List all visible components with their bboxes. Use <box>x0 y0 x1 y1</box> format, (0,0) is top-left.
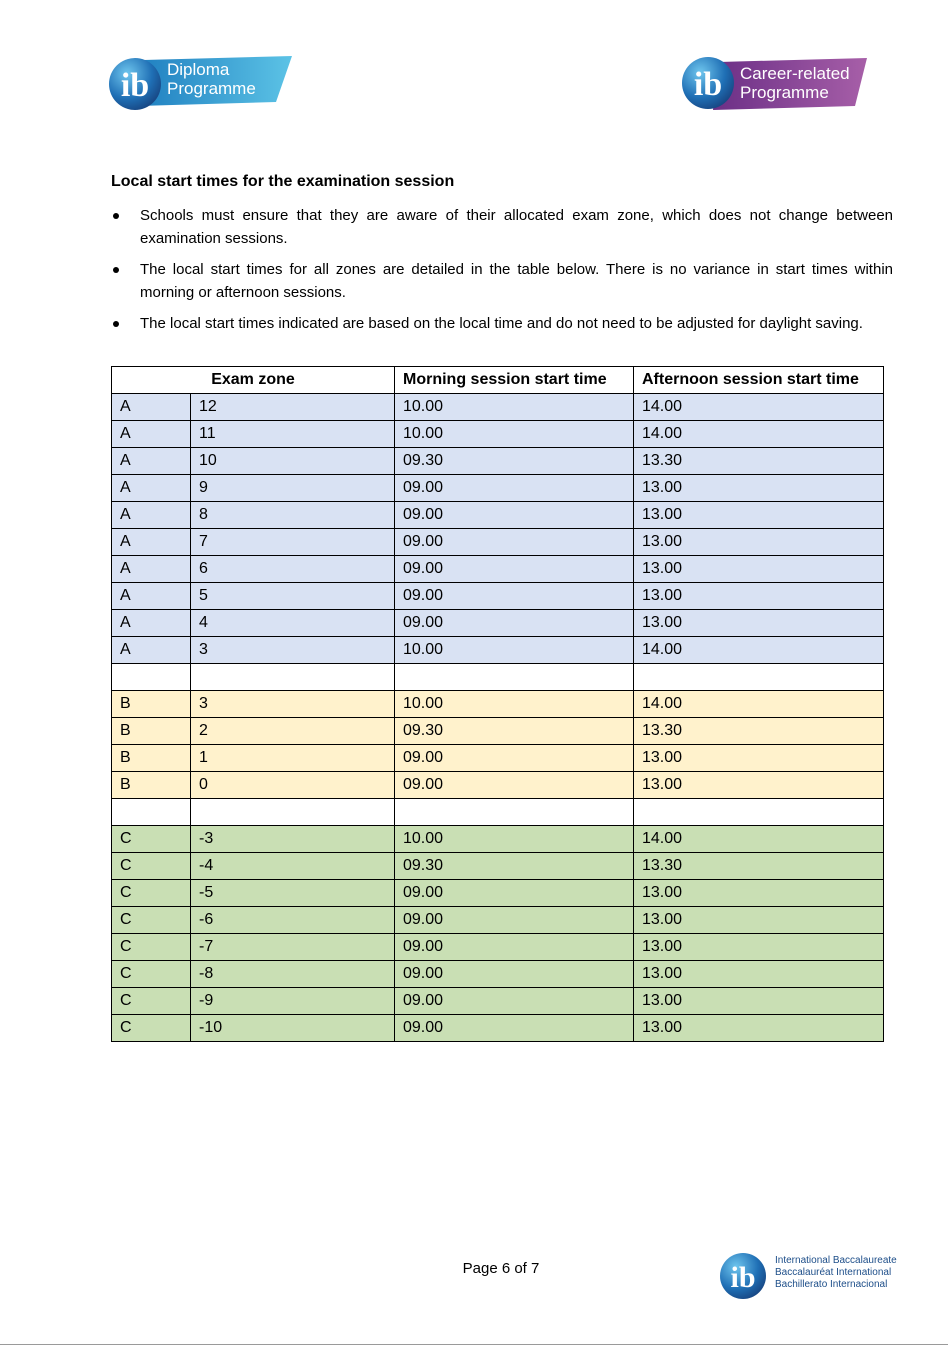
table-row <box>112 772 884 799</box>
afternoon-time-cell: 13.00 <box>634 502 884 529</box>
morning-time-cell: 10.00 <box>395 691 634 718</box>
header-morning: Morning session start time <box>395 367 634 394</box>
zone-number-cell: 12 <box>191 394 395 421</box>
dp-logo-line2: Programme <box>167 79 256 98</box>
morning-time-cell: 09.30 <box>395 448 634 475</box>
table-row <box>112 448 884 475</box>
career-related-programme-logo <box>679 54 869 112</box>
zone-number-cell <box>191 799 395 826</box>
zone-group-cell: C <box>112 1015 191 1042</box>
afternoon-time-cell: 13.00 <box>634 745 884 772</box>
cp-logo-line1: Career-related <box>740 64 850 83</box>
table-spacer-row <box>112 799 884 826</box>
afternoon-time-cell: 13.30 <box>634 853 884 880</box>
morning-time-cell: 09.00 <box>395 745 634 772</box>
zone-number-cell: 3 <box>191 637 395 664</box>
cp-logo-text <box>740 64 850 102</box>
bullet-dot-icon <box>113 267 119 273</box>
zone-group-cell: A <box>112 421 191 448</box>
morning-time-cell: 09.30 <box>395 718 634 745</box>
zone-number-cell: 1 <box>191 745 395 772</box>
morning-time-cell: 09.00 <box>395 934 634 961</box>
diploma-programme-logo <box>108 54 294 112</box>
table-row <box>112 556 884 583</box>
zone-number-cell: -3 <box>191 826 395 853</box>
zone-number-cell: 3 <box>191 691 395 718</box>
morning-time-cell: 09.00 <box>395 529 634 556</box>
morning-time-cell <box>395 799 634 826</box>
dp-logo-text <box>167 60 256 98</box>
bullet-dot-icon <box>113 213 119 219</box>
morning-time-cell: 09.00 <box>395 502 634 529</box>
zone-number-cell: 8 <box>191 502 395 529</box>
zone-group-cell: B <box>112 718 191 745</box>
bullet-text: The local start times for all zones are detailed in the table below. There is no variance in start times within morning or afternoon sessions. <box>140 261 893 301</box>
table-row <box>112 961 884 988</box>
table-body <box>112 394 884 1042</box>
zone-group-cell: C <box>112 880 191 907</box>
table-row <box>112 826 884 853</box>
table-row <box>112 988 884 1015</box>
zone-group-cell: A <box>112 394 191 421</box>
zone-number-cell: 2 <box>191 718 395 745</box>
table-row <box>112 610 884 637</box>
bullet-text: The local start times indicated are based on the local time and do not need to be adjusted for daylight saving. <box>140 315 863 332</box>
header-afternoon: Afternoon session start time <box>634 367 884 394</box>
afternoon-time-cell: 14.00 <box>634 394 884 421</box>
table-row <box>112 691 884 718</box>
zone-group-cell: C <box>112 853 191 880</box>
bullet-item <box>111 204 893 250</box>
zone-group-cell: B <box>112 691 191 718</box>
zone-group-cell: A <box>112 610 191 637</box>
zone-number-cell: -10 <box>191 1015 395 1042</box>
table-row <box>112 745 884 772</box>
zone-group-cell: C <box>112 934 191 961</box>
table-row <box>112 637 884 664</box>
afternoon-time-cell: 14.00 <box>634 826 884 853</box>
table-header-row <box>112 367 884 394</box>
morning-time-cell <box>395 664 634 691</box>
afternoon-time-cell: 13.00 <box>634 880 884 907</box>
afternoon-time-cell: 13.00 <box>634 772 884 799</box>
afternoon-time-cell: 14.00 <box>634 637 884 664</box>
afternoon-time-cell: 13.00 <box>634 907 884 934</box>
bullet-item <box>111 312 893 335</box>
zone-group-cell: A <box>112 556 191 583</box>
ibo-line-fr: Baccalauréat International <box>775 1267 892 1278</box>
zone-number-cell: -4 <box>191 853 395 880</box>
afternoon-time-cell: 14.00 <box>634 691 884 718</box>
zone-number-cell: -8 <box>191 961 395 988</box>
table-row <box>112 934 884 961</box>
table-row <box>112 880 884 907</box>
exam-zone-table <box>111 366 884 1042</box>
bullet-text: Schools must ensure that they are aware of their allocated exam zone, which does not change between examination sessions. <box>140 207 893 247</box>
zone-group-cell: A <box>112 529 191 556</box>
ibo-logo <box>719 1249 899 1301</box>
morning-time-cell: 09.00 <box>395 556 634 583</box>
zone-number-cell: -7 <box>191 934 395 961</box>
afternoon-time-cell: 14.00 <box>634 421 884 448</box>
zone-number-cell: -5 <box>191 880 395 907</box>
afternoon-time-cell: 13.00 <box>634 583 884 610</box>
table-row <box>112 853 884 880</box>
bullet-list <box>111 204 893 343</box>
morning-time-cell: 09.30 <box>395 853 634 880</box>
bullet-item <box>111 258 893 304</box>
morning-time-cell: 09.00 <box>395 583 634 610</box>
zone-number-cell: 11 <box>191 421 395 448</box>
table-row <box>112 421 884 448</box>
zone-number-cell <box>191 664 395 691</box>
table-row <box>112 1015 884 1042</box>
zone-number-cell: 6 <box>191 556 395 583</box>
morning-time-cell: 09.00 <box>395 475 634 502</box>
morning-time-cell: 09.00 <box>395 610 634 637</box>
morning-time-cell: 10.00 <box>395 394 634 421</box>
zone-group-cell: A <box>112 475 191 502</box>
table-row <box>112 529 884 556</box>
morning-time-cell: 09.00 <box>395 772 634 799</box>
svg-text:ib: ib <box>693 66 723 103</box>
zone-number-cell: 0 <box>191 772 395 799</box>
zone-number-cell: -9 <box>191 988 395 1015</box>
zone-group-cell: B <box>112 745 191 772</box>
zone-group-cell: A <box>112 583 191 610</box>
bullet-dot-icon <box>113 321 119 327</box>
afternoon-time-cell: 13.00 <box>634 529 884 556</box>
zone-group-cell: A <box>112 502 191 529</box>
table-row <box>112 475 884 502</box>
ibo-logo-text <box>775 1255 897 1291</box>
morning-time-cell: 09.00 <box>395 988 634 1015</box>
afternoon-time-cell: 13.00 <box>634 610 884 637</box>
zone-number-cell: 7 <box>191 529 395 556</box>
afternoon-time-cell: 13.00 <box>634 556 884 583</box>
afternoon-time-cell: 13.00 <box>634 475 884 502</box>
zone-number-cell: 9 <box>191 475 395 502</box>
zone-group-cell <box>112 664 191 691</box>
morning-time-cell: 09.00 <box>395 880 634 907</box>
morning-time-cell: 10.00 <box>395 637 634 664</box>
zone-number-cell: 5 <box>191 583 395 610</box>
zone-group-cell: A <box>112 448 191 475</box>
table-row <box>112 502 884 529</box>
table-row <box>112 583 884 610</box>
afternoon-time-cell <box>634 664 884 691</box>
zone-group-cell: C <box>112 907 191 934</box>
afternoon-time-cell <box>634 799 884 826</box>
svg-text:ib: ib <box>730 1261 756 1294</box>
afternoon-time-cell: 13.30 <box>634 718 884 745</box>
afternoon-time-cell: 13.00 <box>634 934 884 961</box>
table-row <box>112 907 884 934</box>
zone-number-cell: 4 <box>191 610 395 637</box>
morning-time-cell: 09.00 <box>395 1015 634 1042</box>
header-exam-zone: Exam zone <box>112 367 395 394</box>
dp-logo-line1: Diploma <box>167 60 230 79</box>
table-row <box>112 394 884 421</box>
ibo-line-en: International Baccalaureate <box>775 1255 897 1266</box>
zone-number-cell: -6 <box>191 907 395 934</box>
morning-time-cell: 10.00 <box>395 421 634 448</box>
zone-group-cell: B <box>112 772 191 799</box>
zone-group-cell: A <box>112 637 191 664</box>
zone-number-cell: 10 <box>191 448 395 475</box>
afternoon-time-cell: 13.00 <box>634 1015 884 1042</box>
page-bottom-divider <box>0 1344 948 1345</box>
table-row <box>112 718 884 745</box>
page-number: Page 6 of 7 <box>462 1260 540 1277</box>
afternoon-time-cell: 13.00 <box>634 961 884 988</box>
zone-group-cell: C <box>112 826 191 853</box>
table-spacer-row <box>112 664 884 691</box>
cp-logo-line2: Programme <box>740 83 829 102</box>
zone-group-cell <box>112 799 191 826</box>
morning-time-cell: 09.00 <box>395 907 634 934</box>
section-title: Local start times for the examination session <box>111 173 455 190</box>
ibo-line-es: Bachillerato Internacional <box>775 1279 888 1290</box>
afternoon-time-cell: 13.00 <box>634 988 884 1015</box>
morning-time-cell: 10.00 <box>395 826 634 853</box>
afternoon-time-cell: 13.30 <box>634 448 884 475</box>
ib-globe-icon <box>719 1249 771 1301</box>
morning-time-cell: 09.00 <box>395 961 634 988</box>
svg-text:ib: ib <box>120 67 150 104</box>
zone-group-cell: C <box>112 961 191 988</box>
zone-group-cell: C <box>112 988 191 1015</box>
